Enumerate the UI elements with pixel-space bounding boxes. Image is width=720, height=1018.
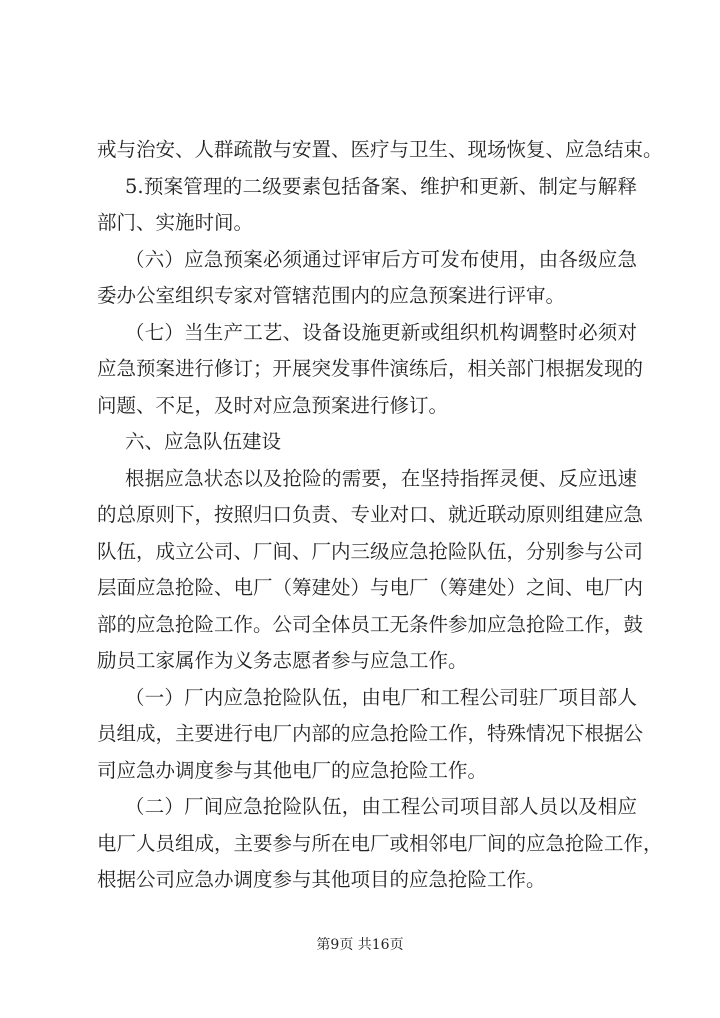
text-line: （七）当生产工艺、设备设施更新或组织机构调整时必须对 bbox=[125, 320, 637, 344]
text-line: 根据应急状态以及抢险的需要，在坚持指挥灵便、反应迅速 bbox=[125, 466, 637, 490]
text-line: 员组成，主要进行电厂内部的应急抢险工作，特殊情况下根据公 bbox=[97, 722, 644, 745]
text-line: 5.预案管理的二级要素包括备案、维护和更新、制定与解释 bbox=[125, 174, 637, 198]
text-line: 根据公司应急办调度参与其他项目的应急抢险工作。 bbox=[97, 868, 546, 891]
text-line: （六）应急预案必须通过评审后方可发布使用，由各级应急 bbox=[125, 247, 637, 271]
text-line: （一）厂内应急抢险队伍，由电厂和工程公司驻厂项目部人 bbox=[125, 685, 637, 709]
document-body bbox=[97, 132, 663, 899]
text-line: （二）厂间应急抢险队伍，由工程公司项目部人员以及相应 bbox=[125, 795, 637, 818]
text-line: 戒与治安、人群疏散与安置、医疗与卫生、现场恢复、应急结束。 bbox=[97, 138, 663, 161]
text-line: 励员工家属作为义务志愿者参与应急工作。 bbox=[97, 649, 468, 672]
text-line: 层面应急抢险、电厂（筹建处）与电厂（筹建处）之间、电厂内 bbox=[97, 576, 644, 599]
text-line: 应急预案进行修订；开展突发事件演练后，相关部门根据发现的 bbox=[97, 357, 644, 380]
text-line: 电厂人员组成，主要参与所在电厂或相邻电厂间的应急抢险工作， bbox=[97, 831, 663, 855]
text-line: 委办公室组织专家对管辖范围内的应急预案进行评审。 bbox=[97, 284, 566, 307]
text-line: 队伍，成立公司、厂间、厂内三级应急抢险队伍，分别参与公司 bbox=[97, 539, 644, 563]
text-line: 司应急办调度参与其他电厂的应急抢险工作。 bbox=[97, 758, 488, 782]
text-line: 六、应急队伍建设 bbox=[125, 430, 282, 453]
text-line: 部的应急抢险工作。公司全体员工无条件参加应急抢险工作，鼓 bbox=[97, 612, 644, 636]
text-line: 问题、不足，及时对应急预案进行修订。 bbox=[97, 393, 449, 417]
text-line: 部门、实施时间。 bbox=[97, 211, 254, 234]
page-footer: 第9页 共16页 bbox=[316, 937, 404, 953]
text-line: 的总原则下，按照归口负责、专业对口、就近联动原则组建应急 bbox=[97, 503, 644, 526]
